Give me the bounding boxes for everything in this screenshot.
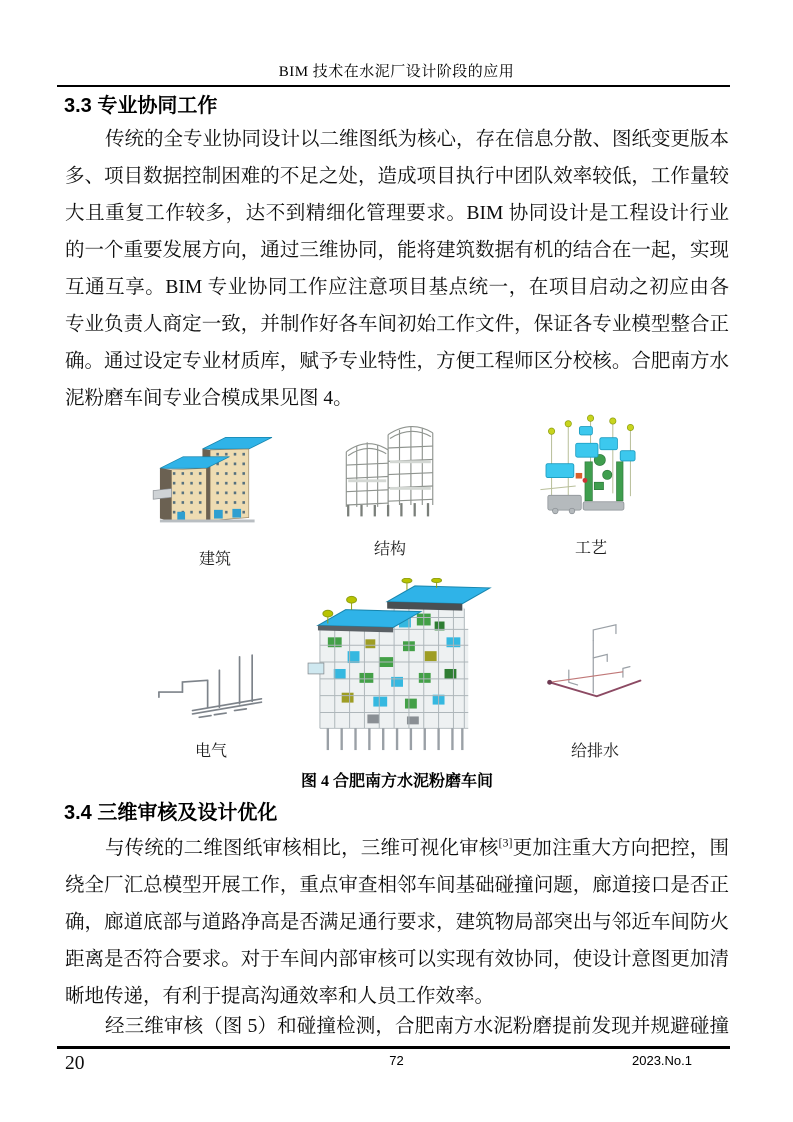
page-number: 72 xyxy=(389,1053,404,1068)
architecture-label: 建筑 xyxy=(198,551,231,568)
process-label: 工艺 xyxy=(574,540,607,557)
electrical-label: 电气 xyxy=(194,743,227,760)
citation-3: [3] xyxy=(498,835,513,850)
combined-model-panel xyxy=(306,578,498,756)
section-3-3-heading: 3.3 专业协同工作 xyxy=(64,95,218,117)
journal-issue: 2023.No.1 xyxy=(632,1053,692,1068)
plumbing-label: 给排水 xyxy=(570,743,619,760)
paragraph-review xyxy=(65,830,729,1015)
review-text-rest: 更加注重大方向把控，围绕全厂汇总模型开展工作，重点审查相邻车间基础碰撞问题，廊道接口是否正确，廊道底部与道路净高是否满足通行要求，建筑物局部突出与邻近车间防火距离是否符合要求。对于车间内部审核可以实现有效协同，使设计意图更加清晰地传递，有利于提高沟通效率和人员工作效率。 xyxy=(65,838,729,1007)
header-divider xyxy=(57,85,730,87)
review-text-lead: 与传统的二维图纸审核相比，三维可视化审核 xyxy=(104,838,499,859)
electrical-model-panel xyxy=(138,640,284,761)
building-model-image xyxy=(152,420,278,534)
structure-label: 结构 xyxy=(373,541,406,558)
drainage-pipes-model-image xyxy=(537,616,653,712)
steel-frame-model-image xyxy=(333,410,447,524)
paragraph-clash-detection: 经三维审核（图 5）和碰撞检测，合肥南方水泥粉磨提前发现并规避碰撞 20 xyxy=(65,1016,729,1074)
structure-model-panel xyxy=(330,410,450,559)
running-title: BIM 技术在水泥厂设计阶段的应用 xyxy=(278,64,515,80)
figure-4-caption: 图 4 合肥南方水泥粉磨车间 xyxy=(300,773,493,790)
combined-model-image xyxy=(306,578,498,756)
cable-tray-model-image xyxy=(141,640,281,724)
section-3-4-heading: 3.4 三维审核及设计优化 xyxy=(64,802,278,824)
process-model-panel xyxy=(530,407,652,558)
architecture-model-panel xyxy=(148,420,282,569)
process-equipment-model-image xyxy=(533,407,649,525)
paragraph-collaboration: 传统的全专业协同设计以二维图纸为核心，存在信息分散、图纸变更版本多、项目数据控制困难的不足之处，造成项目执行中团队效率较低，工作量较大且重复工作较多，达不到精细化管理要求。BIM 协同设计是工程设计行业的一个重要发展方向，通过三维协同，能将建筑数据有机的结合在一起，实现互通互享。BIM 专业协同工作应注意项目基点统一，在项目启动之初应由各专业负责人商定一致，并制作好各车间初始工作文件，保证各专业模型整合正确。通过设定专业材质库，赋予专业特性，方便工程师区分校核。合肥南方水泥粉磨车间专业合模成果见图 4。 xyxy=(65,129,729,409)
footer-divider xyxy=(57,1046,730,1049)
plumbing-model-panel xyxy=(534,616,656,761)
